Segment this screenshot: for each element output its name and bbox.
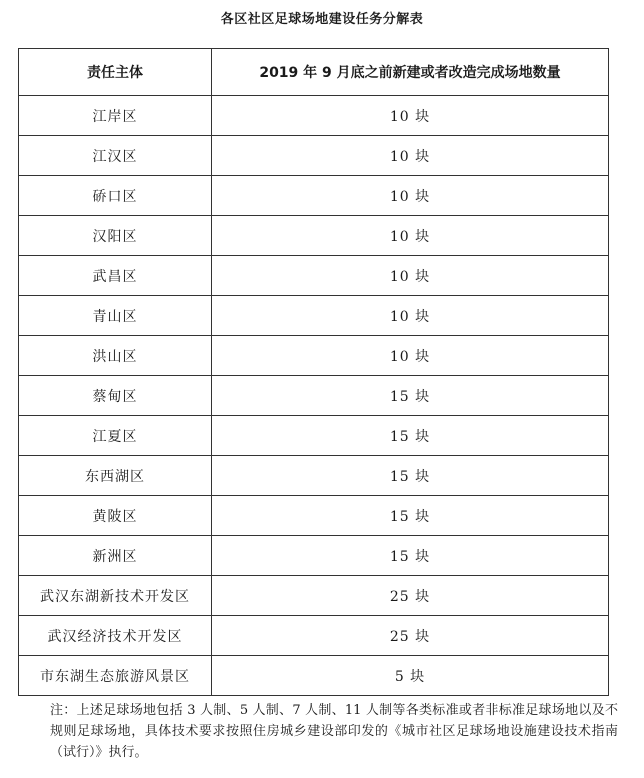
count-cell: 25 块 — [212, 616, 609, 656]
table-row — [19, 456, 609, 496]
count-cell: 10 块 — [212, 136, 609, 176]
district-cell: 江岸区 — [19, 96, 212, 136]
table-row — [19, 496, 609, 536]
task-table — [18, 48, 609, 696]
district-cell: 江汉区 — [19, 136, 212, 176]
table-row — [19, 376, 609, 416]
count-cell: 10 块 — [212, 256, 609, 296]
count-cell: 10 块 — [212, 176, 609, 216]
table-row — [19, 216, 609, 256]
table-row — [19, 656, 609, 696]
count-cell: 10 块 — [212, 216, 609, 256]
district-cell: 汉阳区 — [19, 216, 212, 256]
count-cell: 5 块 — [212, 656, 609, 696]
district-cell: 市东湖生态旅游风景区 — [19, 656, 212, 696]
count-cell: 25 块 — [212, 576, 609, 616]
count-cell: 15 块 — [212, 416, 609, 456]
district-cell: 武汉经济技术开发区 — [19, 616, 212, 656]
district-cell: 江夏区 — [19, 416, 212, 456]
count-cell: 10 块 — [212, 296, 609, 336]
table-row — [19, 576, 609, 616]
count-cell: 15 块 — [212, 376, 609, 416]
count-cell: 15 块 — [212, 496, 609, 536]
table-row — [19, 416, 609, 456]
table-row — [19, 296, 609, 336]
table-row — [19, 176, 609, 216]
district-cell: 黄陂区 — [19, 496, 212, 536]
count-cell: 15 块 — [212, 456, 609, 496]
table-row — [19, 136, 609, 176]
count-cell: 10 块 — [212, 336, 609, 376]
table-row — [19, 256, 609, 296]
district-cell: 武汉东湖新技术开发区 — [19, 576, 212, 616]
footnote — [50, 700, 618, 763]
district-cell: 青山区 — [19, 296, 212, 336]
table-row — [19, 536, 609, 576]
footnote-label: 注： — [50, 703, 77, 718]
district-cell: 洪山区 — [19, 336, 212, 376]
footnote-text: 上述足球场地包括 3 人制、5 人制、7 人制、11 人制等各类标准或者非标准足球场地以及不规则足球场地，具体技术要求按照住房城乡建设部印发的《城市社区足球场地设施建设技术指南（试行）》执行。 — [50, 703, 618, 760]
district-cell: 武昌区 — [19, 256, 212, 296]
page-title: 各区社区足球场地建设任务分解表 — [220, 12, 424, 27]
district-cell: 新洲区 — [19, 536, 212, 576]
count-cell: 10 块 — [212, 96, 609, 136]
table-row — [19, 336, 609, 376]
table-row — [19, 616, 609, 656]
district-cell: 硚口区 — [19, 176, 212, 216]
district-cell: 蔡甸区 — [19, 376, 212, 416]
table-header-row — [19, 49, 609, 96]
count-cell: 15 块 — [212, 536, 609, 576]
header-venue-count: 2019 年 9 月底之前新建或者改造完成场地数量 — [212, 49, 609, 96]
header-responsible-party: 责任主体 — [19, 49, 212, 96]
table-row — [19, 96, 609, 136]
district-cell: 东西湖区 — [19, 456, 212, 496]
